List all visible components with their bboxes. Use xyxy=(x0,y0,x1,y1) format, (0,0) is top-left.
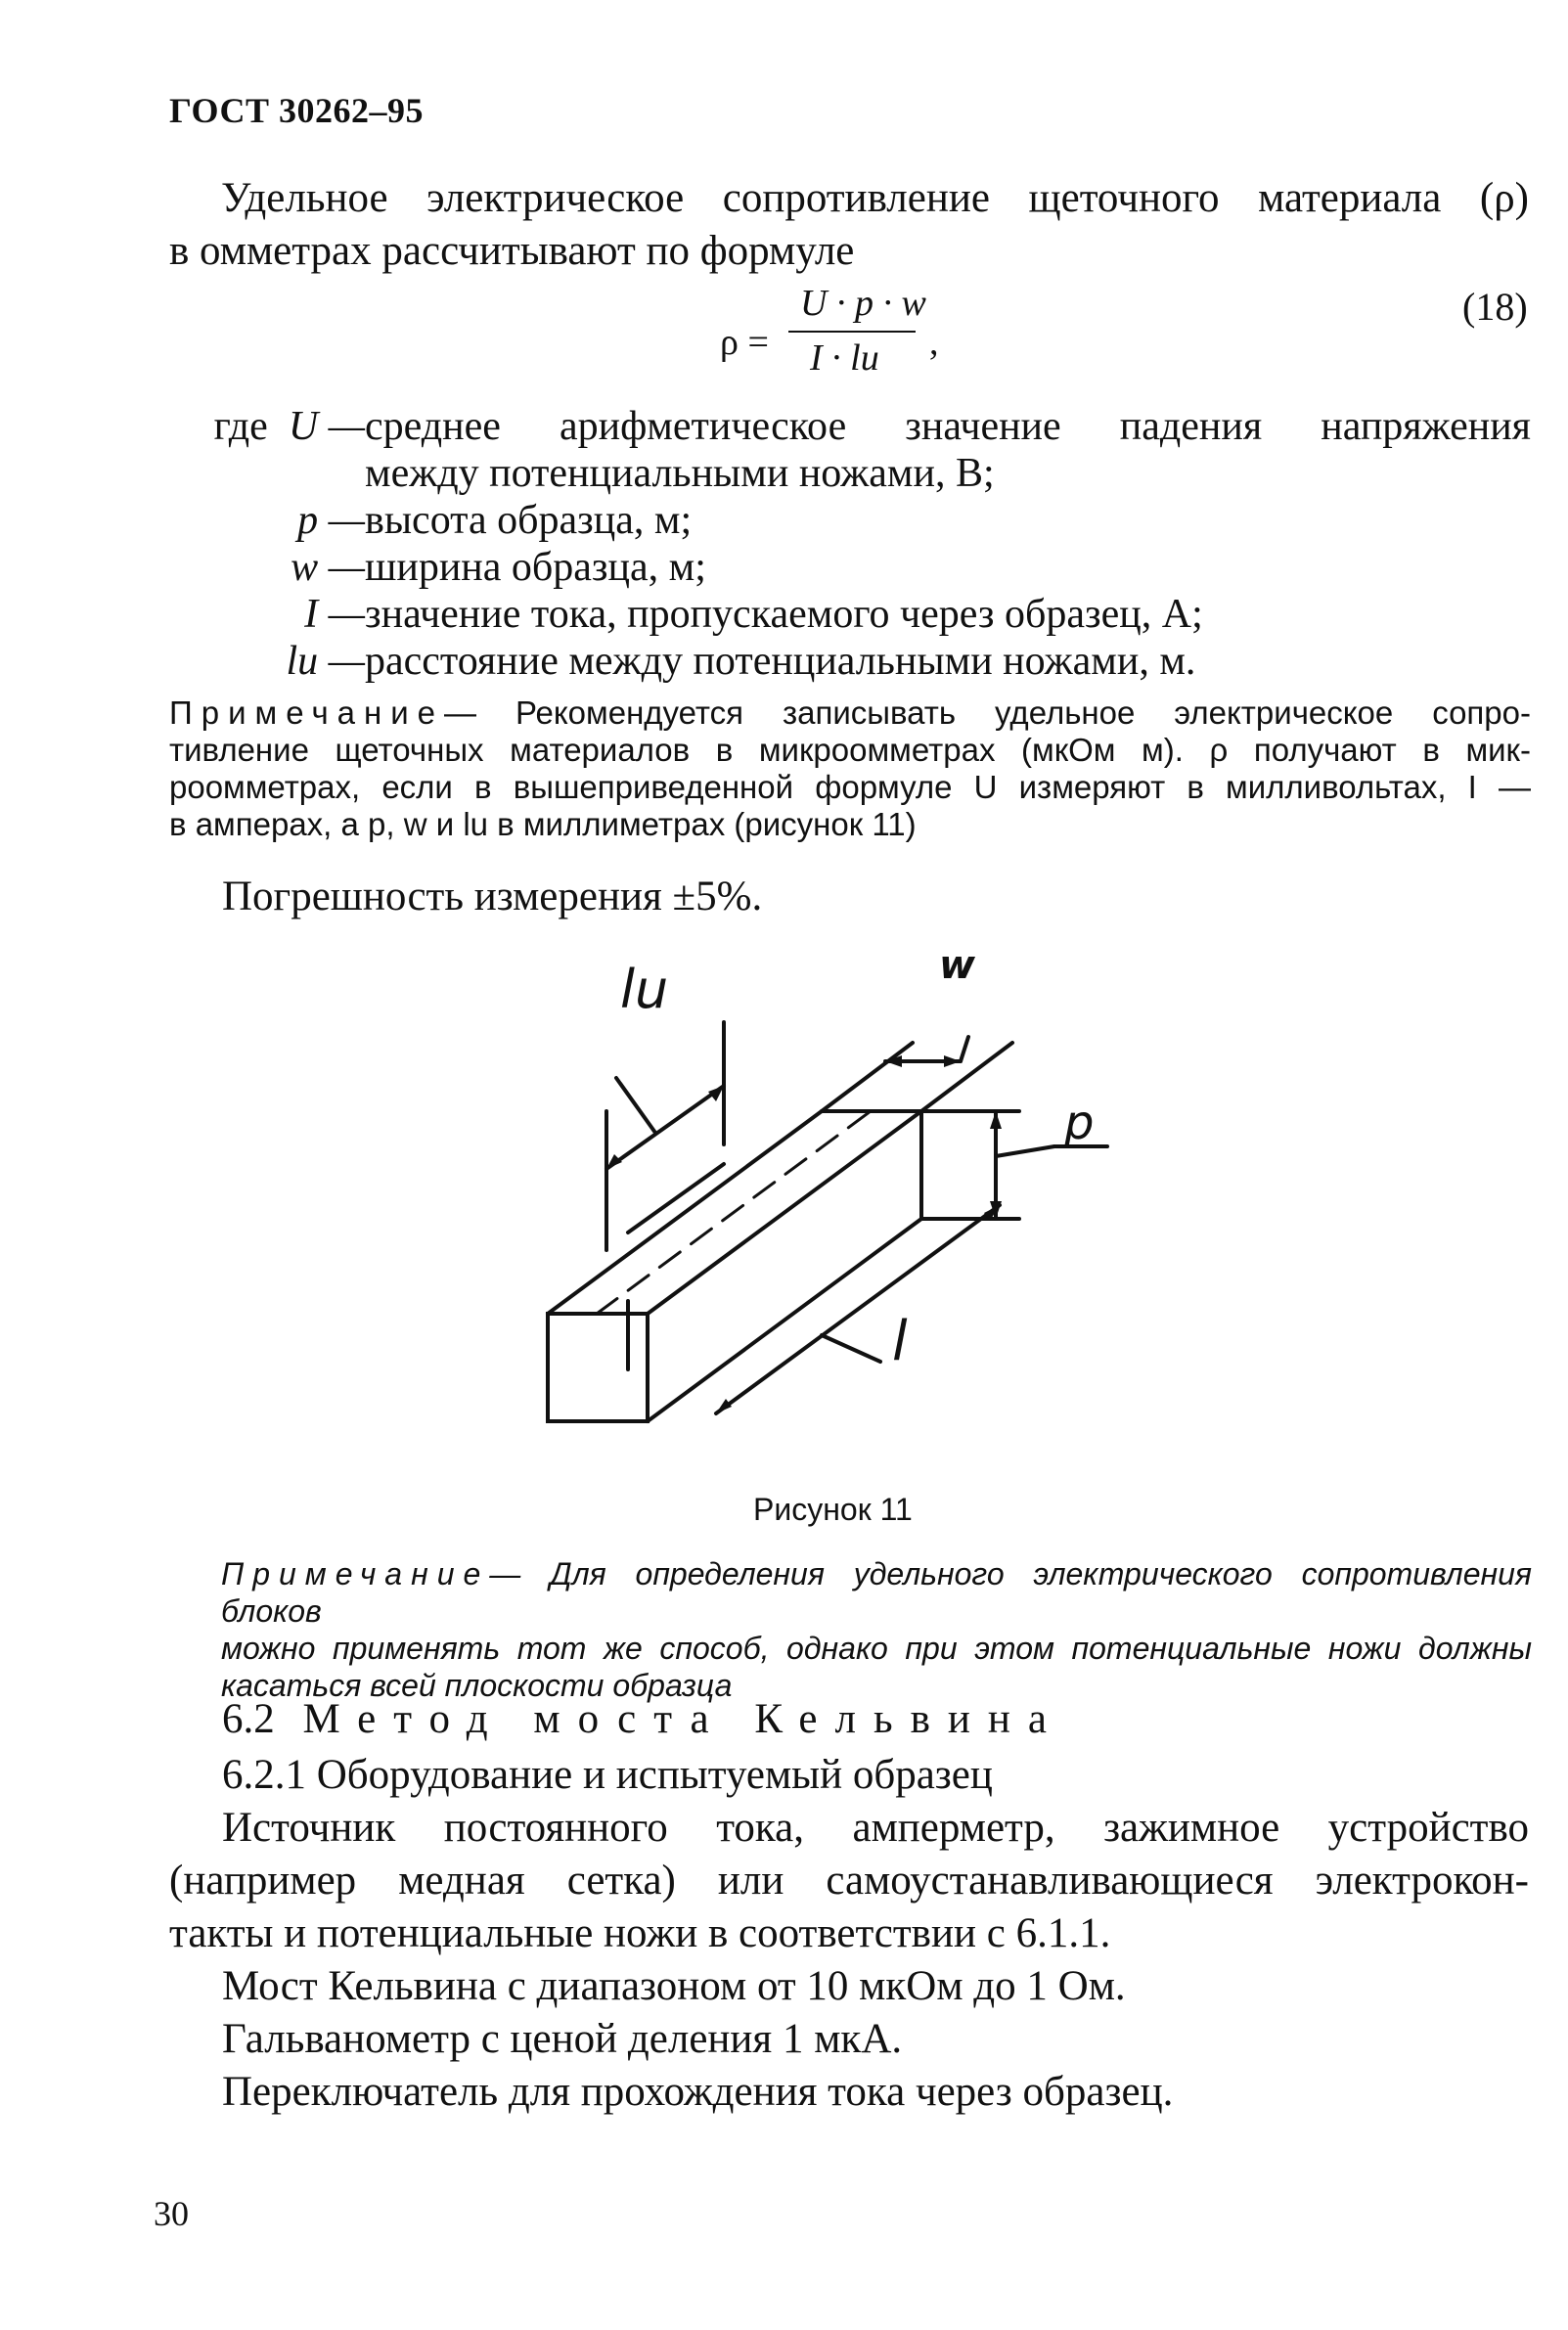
arrowhead xyxy=(990,1111,1002,1129)
body-line: Переключатель для прохождения тока через образец. xyxy=(222,2069,1174,2115)
where-desc: ширина образца, м; xyxy=(365,545,706,590)
note-2 xyxy=(221,1555,1532,1704)
label-p: p xyxy=(1064,1096,1095,1150)
where-desc: высота образца, м; xyxy=(365,498,693,543)
formula-lhs: ρ = xyxy=(720,322,769,363)
p-leader xyxy=(996,1146,1054,1156)
page-number: 30 xyxy=(154,2194,189,2233)
symbol-p: p — xyxy=(297,498,365,543)
note-1-line xyxy=(169,695,1531,732)
document-header: ГОСТ 30262–95 xyxy=(169,91,424,130)
note-1-line: в амперах, а p, w и lu в миллиметрах (рисунок 11) xyxy=(169,806,917,842)
body-line: такты и потенциальные ножи в соответствии с 6.1.1. xyxy=(169,1910,1111,1956)
subsection-heading xyxy=(222,1751,993,1799)
note-1-line: роомметрах, если в вышеприведенной формуле U измеряют в милливольтах, I — xyxy=(169,769,1531,805)
arrowhead xyxy=(708,1086,724,1101)
note-1 xyxy=(169,695,1531,843)
where-item-i xyxy=(169,591,1531,640)
symbol-w: w — xyxy=(291,545,365,590)
formula-denominator: I · lu xyxy=(810,337,879,379)
l-leader xyxy=(822,1335,880,1362)
figure-caption: Рисунок 11 xyxy=(753,1492,913,1527)
body-line: Мост Кельвина с диапазоном от 10 мкОм до 1 Ом. xyxy=(222,1963,1126,2009)
l-dimension xyxy=(716,1205,1000,1413)
note-2-text: — Для определения удельного электрического сопротивления блоков xyxy=(221,1556,1532,1629)
note-label: Примечание xyxy=(169,695,445,731)
equipment-paragraphs xyxy=(169,1802,1529,2119)
formula-numerator: U · p · w xyxy=(800,283,926,324)
symbol-u: U — xyxy=(288,404,365,449)
subsection-number: 6.2.1 xyxy=(222,1752,306,1798)
section-number: 6.2 xyxy=(222,1696,275,1742)
intro-paragraph xyxy=(169,172,1529,278)
symbol-i: I — xyxy=(304,592,365,637)
arrowhead xyxy=(944,1055,961,1067)
formula-comma: , xyxy=(929,322,939,363)
arrowhead xyxy=(716,1399,732,1413)
w-ext-1 xyxy=(822,1043,913,1111)
where-item-u xyxy=(169,403,1531,501)
body-line: Гальванометр с ценой деления 1 мкА. xyxy=(222,2016,903,2062)
intro-line-1: Удельное электрическое сопротивление щеточного материала (ρ) xyxy=(221,175,1529,221)
arrowhead xyxy=(606,1154,622,1169)
error-statement: Погрешность измерения ±5%. xyxy=(222,874,763,919)
fraction-bar xyxy=(788,331,916,333)
w-ext-2 xyxy=(921,1043,1012,1111)
lu-leader xyxy=(616,1078,655,1133)
note-1-text: — Рекомендуется записывать удельное электрическое сопро- xyxy=(444,695,1531,731)
note-label: Примечание xyxy=(221,1556,490,1591)
note-2-line: можно применять тот же способ, однако при этом потенциальные ножи должны xyxy=(221,1631,1532,1666)
intro-line-2: в омметрах рассчитывают по формуле xyxy=(169,228,855,274)
where-desc: расстояние между потенциальными ножами, м. xyxy=(365,639,1196,684)
body-line: (например медная сетка) или самоустанавливающиеся электрокон- xyxy=(169,1858,1529,1904)
where-item-w xyxy=(169,544,1531,593)
where-symbol xyxy=(169,403,365,450)
equation-number: (18) xyxy=(1462,285,1528,329)
subsection-title: Оборудование и испытуемый образец xyxy=(316,1752,993,1798)
formula-18 xyxy=(720,280,994,387)
note-2-line: касаться всей плоскости образца xyxy=(221,1668,733,1703)
w-leader xyxy=(961,1037,968,1061)
section-heading xyxy=(222,1695,1064,1743)
note-2-line xyxy=(221,1555,1532,1630)
label-lu: lu xyxy=(620,959,669,1020)
label-l: l xyxy=(892,1310,908,1373)
section-title: Метод моста Кельвина xyxy=(302,1696,1064,1742)
front-face xyxy=(548,1314,648,1421)
label-w: w xyxy=(939,943,975,988)
where-item-p xyxy=(169,497,1531,546)
symbol-lu: lu — xyxy=(286,639,365,684)
knife-line-4 xyxy=(628,1164,724,1232)
figure-11-drawing xyxy=(528,939,1193,1467)
top-left-edge xyxy=(548,1111,822,1314)
where-desc-line: среднее арифметическое значение падения напряжения xyxy=(365,404,1531,449)
center-line xyxy=(597,1111,871,1314)
body-line: Источник постоянного тока, амперметр, зажимное устройство xyxy=(222,1805,1529,1851)
where-desc-line: между потенциальными ножами, В; xyxy=(365,451,995,496)
bottom-right-edge xyxy=(648,1219,921,1421)
lu-dimension xyxy=(606,1086,724,1169)
where-lead: где xyxy=(213,404,268,449)
top-right-edge xyxy=(648,1111,921,1314)
where-desc: значение тока, пропускаемого через образец, А; xyxy=(365,592,1203,637)
where-desc xyxy=(365,403,1531,497)
where-item-lu xyxy=(169,638,1531,687)
note-1-line: тивление щеточных материалов в микроомметрах (мкОм м). ρ получают в мик- xyxy=(169,732,1531,768)
